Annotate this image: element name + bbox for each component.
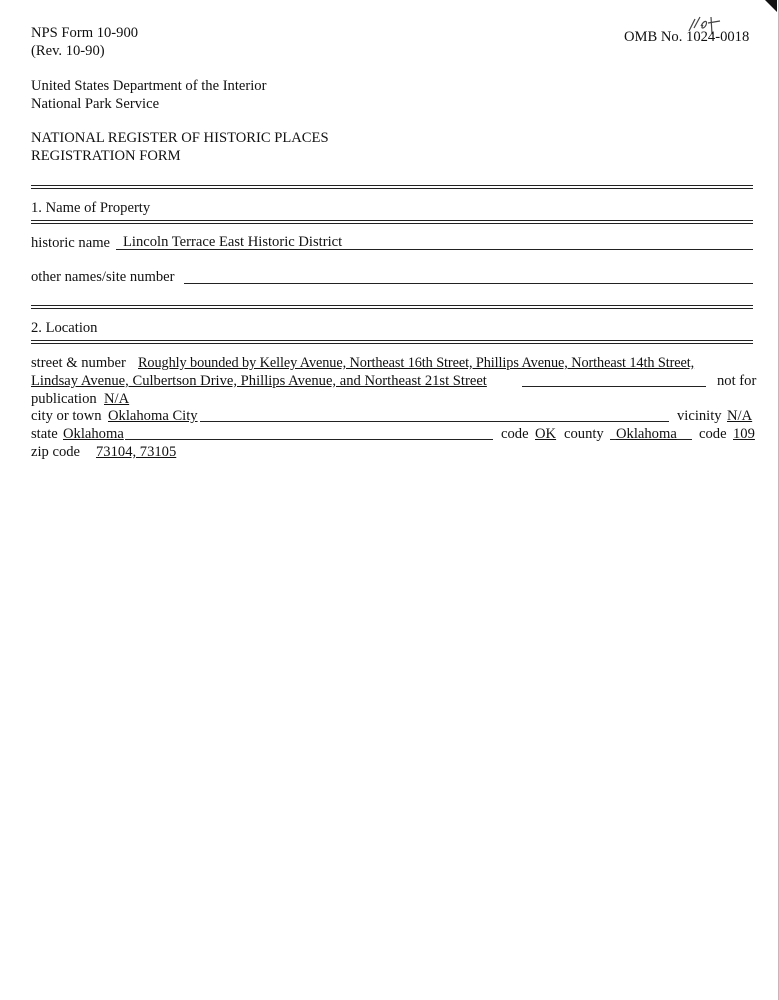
street-value-line2: Lindsay Avenue, Culbertson Drive, Phillips Avenue, and Northeast 21st Street xyxy=(31,373,487,389)
historic-name-label: historic name xyxy=(31,235,111,251)
form-title-line1: NATIONAL REGISTER OF HISTORIC PLACES xyxy=(31,130,329,146)
service-name: National Park Service xyxy=(31,96,160,112)
form-number: NPS Form 10-900 xyxy=(31,25,139,41)
street-label: street & number xyxy=(31,355,126,371)
publication-value: N/A xyxy=(104,391,130,407)
department-name: United States Department of the Interior xyxy=(31,78,267,94)
vicinity-value: N/A xyxy=(727,408,753,424)
form-title-line2: REGISTRATION FORM xyxy=(31,148,181,164)
county-code-label: code xyxy=(699,426,727,442)
zip-label: zip code xyxy=(31,444,81,460)
omb-number: OMB No. 1024-0018 xyxy=(624,29,750,45)
street-value-line1: Roughly bounded by Kelley Avenue, Northeast 16th Street, Phillips Avenue, Northeast 14th Street, xyxy=(138,355,695,371)
city-value: Oklahoma City xyxy=(108,408,198,424)
city-line xyxy=(200,421,669,422)
city-label: city or town xyxy=(31,408,102,424)
state-code-label: code xyxy=(501,426,529,442)
publication-label: publication xyxy=(31,391,97,407)
state-line xyxy=(125,439,493,440)
historic-name-value: Lincoln Terrace East Historic District xyxy=(123,234,343,250)
county-code-value: 109 xyxy=(733,426,755,442)
street-line xyxy=(522,386,706,387)
section1-heading: 1. Name of Property xyxy=(31,200,151,216)
county-value: Oklahoma xyxy=(616,426,677,442)
state-label: state xyxy=(31,426,58,442)
county-label: county xyxy=(564,426,604,442)
section2-heading: 2. Location xyxy=(31,320,98,336)
page-corner-mark xyxy=(765,0,777,12)
zip-value: 73104, 73105 xyxy=(96,444,177,460)
other-names-line xyxy=(184,283,753,284)
form-revision: (Rev. 10-90) xyxy=(31,43,105,59)
state-code-value: OK xyxy=(535,426,557,442)
state-value: Oklahoma xyxy=(63,426,124,442)
not-for-label: not for xyxy=(717,373,757,389)
vicinity-label: vicinity xyxy=(677,408,722,424)
other-names-label: other names/site number xyxy=(31,269,175,285)
